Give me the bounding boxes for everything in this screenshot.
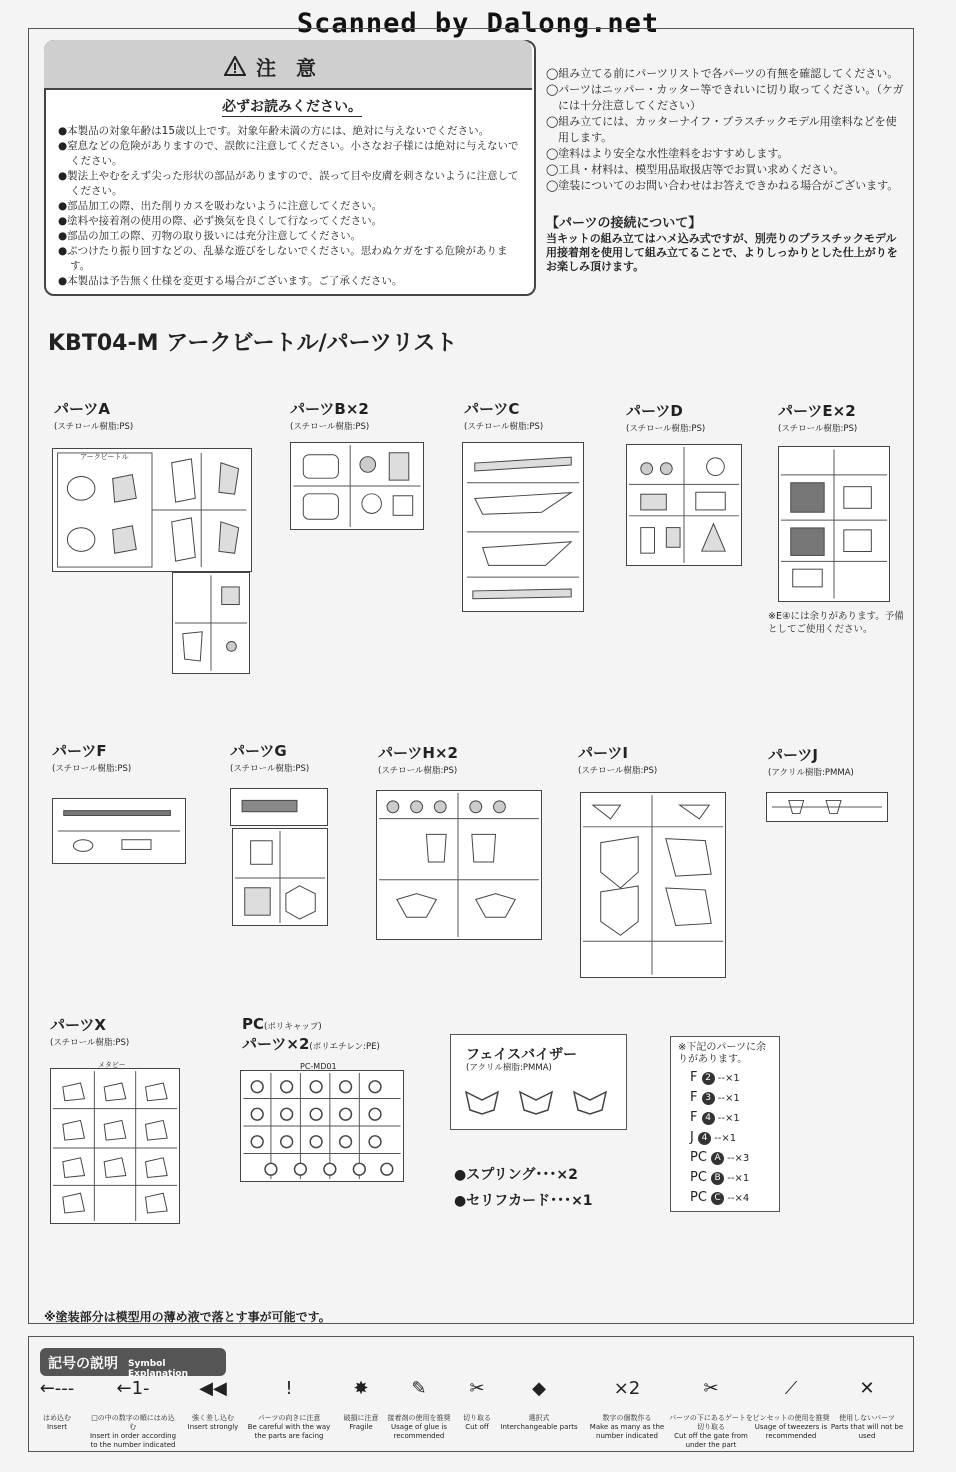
warning-item: ●本製品は予告無く仕様を変更する場合がございます。ご了承ください。 xyxy=(58,275,403,287)
part-f-heading xyxy=(52,740,131,774)
not-used-icon: ✕ xyxy=(859,1378,875,1399)
part-label: パーツX xyxy=(50,1016,106,1034)
symbol-en: Usage of tweezers is recommended xyxy=(754,1423,828,1440)
note-item: ◯組み立てには、カッターナイフ・プラスチックモデル用塗料などを使用します。 xyxy=(546,115,897,144)
part-b-heading xyxy=(290,398,369,432)
symbol-en: Parts that will not be used xyxy=(830,1423,904,1440)
x2-icon: ×2 xyxy=(613,1378,641,1399)
part-label: パーツF xyxy=(52,742,107,760)
part-material: (スチロール樹脂:PS) xyxy=(52,764,132,774)
spare-row: PC A --×3 xyxy=(690,1150,750,1165)
part-material: (スチロール樹脂:PS) xyxy=(230,764,310,774)
note-item: ◯工具・材料は、模型用品取扱店等でお買い求めください。 xyxy=(546,163,845,176)
assembly-notes xyxy=(546,66,906,194)
warning-item: ●塗料や接着剤の使用の際、必ず換気を良くして行なってください。 xyxy=(58,215,383,227)
symbol-ja: 破損に注意 xyxy=(343,1414,379,1422)
warning-item: ●窒息などの危険がありますので、誤飲に注意してください。小さなお子様には絶対に与えないでください。 xyxy=(58,140,519,167)
parts-list-title: KBT04-M アークビートル/パーツリスト xyxy=(48,331,458,356)
part-material: (スチロール樹脂:PS) xyxy=(578,766,658,776)
spare-row: J 4 --×1 xyxy=(690,1130,737,1145)
part-c-heading xyxy=(464,398,543,432)
exclamation-icon: ! xyxy=(285,1378,293,1399)
spare-part-number: A xyxy=(711,1152,724,1165)
sprue-x xyxy=(50,1068,180,1224)
part-g-heading xyxy=(230,740,309,774)
symbol-en: Make as many as the number indicated xyxy=(589,1423,665,1440)
spare-part-letter: F xyxy=(690,1070,698,1085)
symbol-ja: 使用しないパーツ xyxy=(839,1414,895,1422)
part-material: (スチロール樹脂:PS) xyxy=(778,424,858,434)
warning-item: ●本製品の対象年齢は15歳以上です。対象年齢未満の方には、絶対に与えないでください。 xyxy=(58,125,490,137)
symbol-ja: 数字の個数作る xyxy=(602,1414,652,1422)
sprue-d xyxy=(626,444,742,566)
part-label-2: パーツ×2 xyxy=(242,1035,310,1053)
symbol-en: Insert in order according to the number indicated xyxy=(89,1432,177,1449)
symbol-not-used xyxy=(822,1378,912,1441)
fragile-icon: ✸ xyxy=(353,1378,369,1399)
part-label: パーツG xyxy=(230,742,287,760)
part-label: パーツC xyxy=(464,400,520,418)
part-label: パーツB×2 xyxy=(290,400,369,418)
extra-spring: ●スプリング･･･×2 xyxy=(454,1167,578,1183)
part-pc-heading xyxy=(242,1014,380,1054)
part-material: (スチロール樹脂:PS) xyxy=(464,422,544,432)
spare-part-letter: PC xyxy=(690,1170,707,1185)
sprue-h xyxy=(376,790,542,940)
connection-text: 当キットの組み立てはハメ込み式ですが、別売りのプラスチックモデル用接着剤を使用して組み立てることで、よりしっかりとした仕上がりをお楽しみ頂けます。 xyxy=(546,232,898,273)
part-label: パーツI xyxy=(578,744,628,762)
part-material: (スチロール樹脂:PS) xyxy=(378,766,458,776)
part-e-note: ※E④には余りがあります。予備としてご使用ください。 xyxy=(768,611,904,635)
spare-part-number: 4 xyxy=(702,1112,715,1125)
part-material: (ポリエチレン:PE) xyxy=(309,1042,380,1052)
warning-title: 注 意 xyxy=(256,56,316,80)
sprue-j xyxy=(766,792,888,822)
part-e-heading xyxy=(778,400,857,434)
spare-part-number: C xyxy=(711,1192,724,1205)
part-d-heading xyxy=(626,400,705,434)
spare-part-count: ×1 xyxy=(725,1093,740,1104)
note-item: ◯塗装についてのお問い合わせはお答えできかねる場合がございます。 xyxy=(546,179,899,192)
symbol-en: Be careful with the way the parts are facing xyxy=(247,1423,331,1440)
sprue-g-top xyxy=(230,788,328,826)
spare-row: PC B --×1 xyxy=(690,1170,750,1185)
spare-part-count: ×1 xyxy=(734,1173,750,1184)
sprue-e xyxy=(778,446,890,602)
sprue-pc xyxy=(240,1070,404,1182)
extra-dialog-card: ●セリフカード･･･×1 xyxy=(454,1193,593,1209)
part-label: パーツD xyxy=(626,402,683,420)
note-item: ◯組み立てる前にパーツリストで各パーツの有無を確認してください。 xyxy=(546,67,899,80)
gate-cut-icon: ✂ xyxy=(703,1378,719,1399)
part-material: (スチロール樹脂:PS) xyxy=(54,422,134,432)
symbol-gate-cut xyxy=(666,1378,756,1450)
part-label: パーツA xyxy=(54,400,111,418)
symbol-en: Insert xyxy=(46,1423,68,1431)
symbol-ja: □の中の数字の順にはめ込む xyxy=(91,1414,175,1431)
warning-triangle-icon xyxy=(224,56,246,80)
spare-row: PC C --×4 xyxy=(690,1190,750,1205)
spare-part-letter: J xyxy=(690,1130,694,1145)
part-label: パーツH×2 xyxy=(378,744,458,762)
sprue-x-name: メタビー xyxy=(98,1061,126,1069)
spare-part-letter: PC xyxy=(690,1150,707,1165)
cut-off-icon: ✂ xyxy=(469,1378,485,1399)
sprue-a-ext xyxy=(172,572,250,674)
order-insert-icon: ←1- xyxy=(116,1378,150,1399)
spare-row: F 2 --×1 xyxy=(690,1070,740,1085)
face-visor-material: (アクリル樹脂:PMMA) xyxy=(466,1063,552,1073)
arrow-left-dashed-icon: ←--- xyxy=(39,1378,75,1399)
part-label: パーツJ xyxy=(768,746,818,764)
symbol-ja: 切り取る xyxy=(463,1414,491,1422)
part-i-heading xyxy=(578,742,657,776)
symbol-interchangeable xyxy=(494,1378,584,1432)
note-item: ◯パーツはニッパー・カッター等できれいに切り取ってください。（ケガには十分注意してください） xyxy=(546,83,904,112)
part-label: パーツE×2 xyxy=(778,402,856,420)
symbol-title-bar xyxy=(40,1348,226,1379)
part-j-heading xyxy=(768,744,854,778)
part-label: PC xyxy=(242,1015,265,1033)
symbol-en: Interchangeable parts xyxy=(500,1423,578,1431)
symbol-title-ja: 記号の説明 xyxy=(48,1356,118,1372)
symbol-en: Fragile xyxy=(349,1423,373,1431)
spare-part-count: ×1 xyxy=(725,1113,740,1124)
warning-subtitle: 必ずお読みください。 xyxy=(222,96,362,117)
symbol-en: Cut off xyxy=(465,1423,489,1431)
spare-part-count: ×1 xyxy=(721,1133,737,1144)
symbol-ja: パーツの向きに注意 xyxy=(257,1414,321,1422)
part-a-heading xyxy=(54,398,133,432)
symbol-en: Insert strongly xyxy=(187,1423,239,1431)
sprue-b xyxy=(290,442,424,530)
symbol-ja: 選択式 xyxy=(528,1414,550,1422)
sprue-c xyxy=(462,442,584,612)
connection-title: 【パーツの接続について】 xyxy=(546,216,702,231)
spare-part-number: B xyxy=(711,1172,724,1185)
symbol-make-multiple xyxy=(582,1378,672,1441)
part-material: (スチロール樹脂:PS) xyxy=(290,422,370,432)
symbol-ja: 接着剤の使用を推奨 xyxy=(387,1414,451,1422)
paint-note: ※塗装部分は模型用の薄め液で落とす事が可能です。 xyxy=(44,1310,331,1324)
spare-part-count: ×4 xyxy=(734,1193,750,1204)
warning-item: ●ぶつけたり振り回すなどの、乱暴な遊びをしないでください。思わぬケガをする危険があります。 xyxy=(58,245,508,272)
face-visor-pieces xyxy=(462,1084,612,1118)
part-material: (スチロール樹脂:PS) xyxy=(50,1038,130,1048)
symbol-en: Cut off the gate from under the part xyxy=(674,1432,748,1449)
warning-item: ●製法上やむをえず尖った形状の部品がありますので、誤って目や皮膚を刺さないように注意してください。 xyxy=(58,170,519,197)
part-x-heading xyxy=(50,1014,129,1048)
sprue-pc-name: PC-MD01 xyxy=(300,1062,337,1071)
symbol-ja: パーツの下にあるゲートを切り取る xyxy=(669,1414,753,1431)
symbol-order-insert xyxy=(88,1378,178,1450)
interchangeable-icon: ◆ xyxy=(532,1378,546,1399)
part-label-small: (ポリキャップ) xyxy=(264,1022,322,1032)
sprue-a-name: アークビートル xyxy=(80,453,129,461)
spare-row: F 3 --×1 xyxy=(690,1090,740,1105)
warning-item: ●部品加工の際、出た削りカスを吸わないように注意してください。 xyxy=(58,200,383,212)
symbol-ja: ピンセットの使用を推奨 xyxy=(752,1414,830,1422)
spare-part-count: ×1 xyxy=(725,1073,740,1084)
sprue-f xyxy=(52,798,186,864)
warning-list xyxy=(58,124,523,289)
spare-part-number: 3 xyxy=(702,1092,715,1105)
symbol-en: Usage of glue is recommended xyxy=(391,1423,447,1440)
spare-part-letter: F xyxy=(690,1110,698,1125)
sprue-g-bottom xyxy=(232,828,328,926)
note-item: ◯塗料はより安全な水性塗料をおすすめします。 xyxy=(546,147,789,160)
scan-watermark: Scanned by Dalong.net xyxy=(296,8,660,39)
spare-parts-title: ※下記のパーツに余りがあります。 xyxy=(678,1042,766,1065)
part-h-heading xyxy=(378,742,458,776)
part-material: (スチロール樹脂:PS) xyxy=(626,424,706,434)
sprue-i xyxy=(580,792,726,978)
spare-row: F 4 --×1 xyxy=(690,1110,740,1125)
symbol-ja: はめ込む xyxy=(43,1414,71,1422)
warning-item: ●部品の加工の際、刃物の取り扱いには充分注意してください。 xyxy=(58,230,362,242)
tweezers-icon: ⟋ xyxy=(784,1378,798,1399)
sprue-a xyxy=(52,448,252,572)
part-material: (アクリル樹脂:PMMA) xyxy=(768,768,854,778)
spare-part-letter: PC xyxy=(690,1190,707,1205)
glue-icon: ✎ xyxy=(411,1378,427,1399)
double-arrow-icon: ◀◀ xyxy=(199,1378,227,1399)
symbol-ja: 強く差し込む xyxy=(192,1414,234,1422)
spare-part-count: ×3 xyxy=(734,1153,750,1164)
spare-part-letter: F xyxy=(690,1090,698,1105)
face-visor-title: フェイスバイザー xyxy=(466,1047,578,1063)
symbol-title-en: Symbol Explanation xyxy=(128,1359,189,1379)
spare-part-number: 2 xyxy=(702,1072,715,1085)
spare-part-number: 4 xyxy=(698,1132,711,1145)
